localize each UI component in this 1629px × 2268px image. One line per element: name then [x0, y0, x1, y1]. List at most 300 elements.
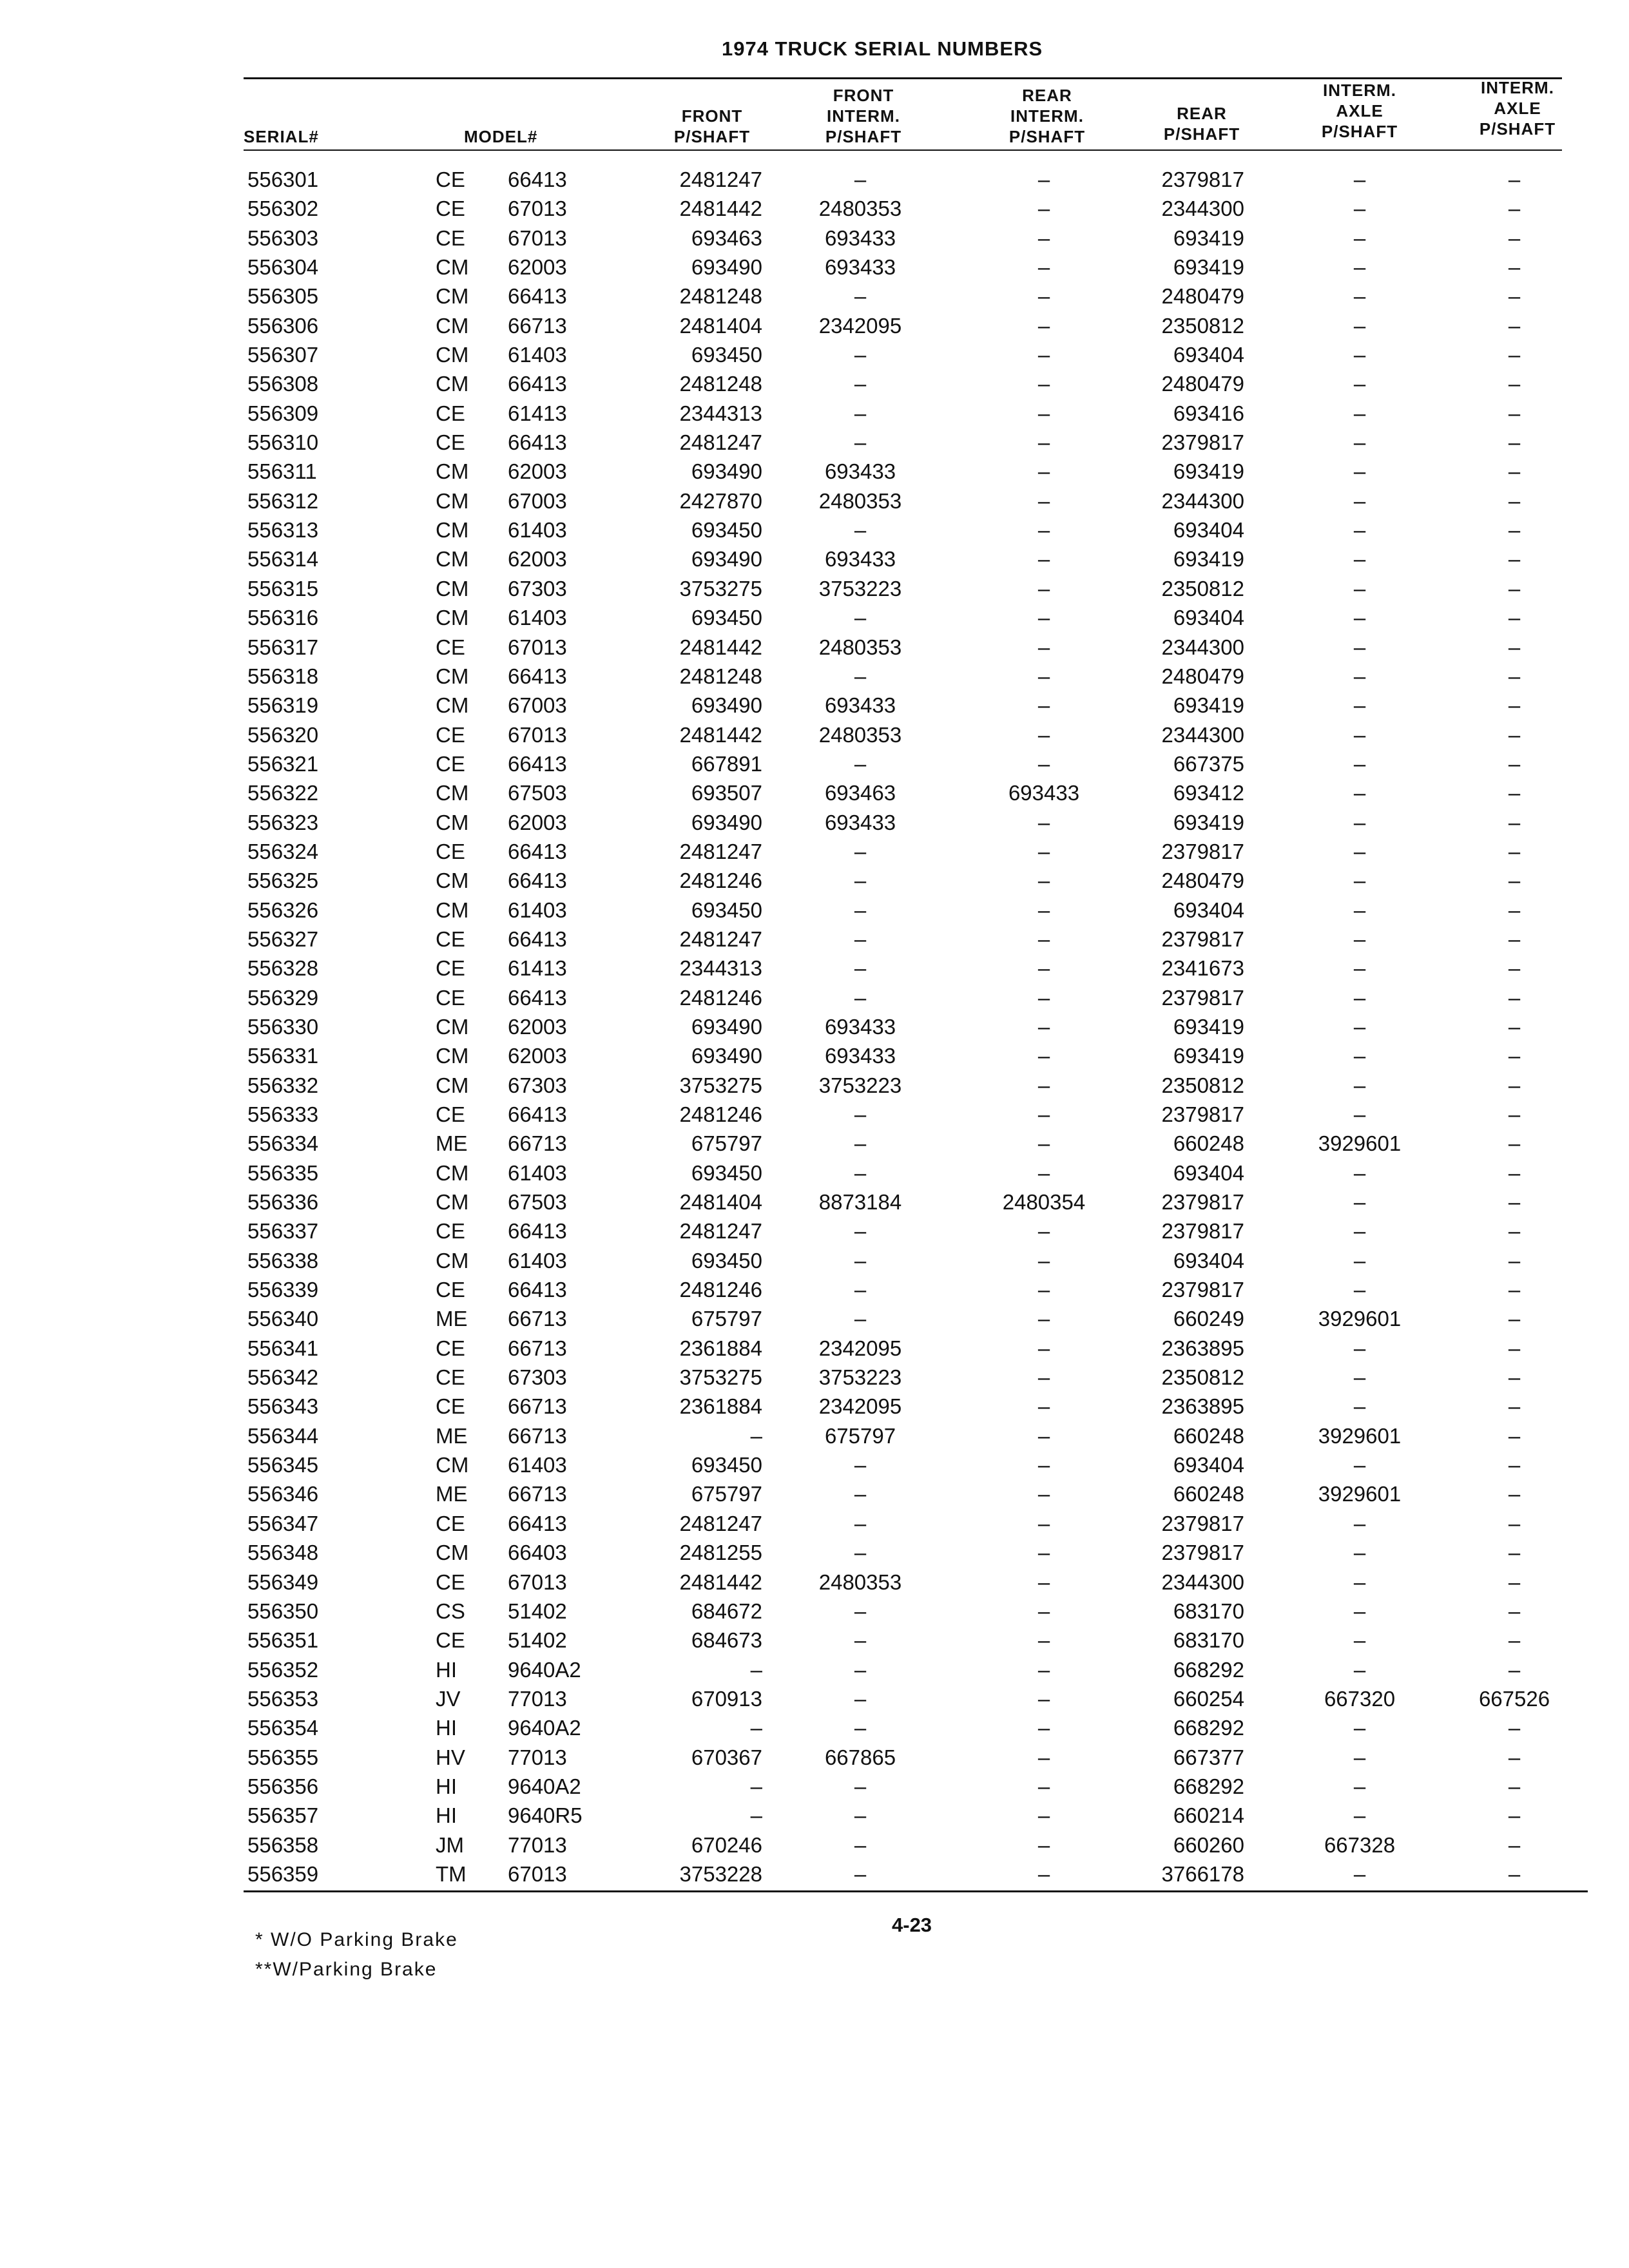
front-pshaft-cell: 675797: [691, 1307, 762, 1331]
front-pshaft-cell: 693507: [691, 781, 762, 805]
rear-interm-pshaft-cell: –: [1037, 1686, 1050, 1711]
rear-pshaft-cell: 693419: [1173, 810, 1244, 834]
rear-interm-pshaft-cell: –: [1037, 1628, 1050, 1653]
table-row: [0, 486, 1629, 515]
rear-interm-pshaft-cell: –: [1037, 693, 1050, 718]
rear-pshaft-cell: 693404: [1173, 518, 1244, 543]
model-prefix-cell: HI: [436, 1774, 457, 1798]
interm-axle2-pshaft-cell: –: [1508, 1190, 1521, 1215]
table-row: [0, 1801, 1629, 1830]
model-number-cell: 66413: [508, 985, 567, 1010]
top-rule: [244, 77, 1562, 79]
model-prefix-cell: CE: [436, 1365, 465, 1390]
interm-axle-pshaft-cell: 3929601: [1318, 1131, 1402, 1156]
header-model-label: MODEL#: [464, 127, 538, 146]
front-pshaft-cell: 2481247: [679, 1511, 762, 1535]
serial-number-cell: 556339: [247, 1278, 319, 1302]
interm-axle-pshaft-cell: –: [1353, 956, 1366, 981]
model-prefix-cell: CE: [436, 197, 465, 221]
rear-interm-pshaft-cell: –: [1037, 1014, 1050, 1039]
interm-axle-pshaft-cell: –: [1353, 1248, 1366, 1273]
front-pshaft-cell: 693450: [691, 343, 762, 367]
model-number-cell: 61403: [508, 518, 567, 543]
interm-axle2-pshaft-cell: –: [1508, 1073, 1521, 1097]
model-prefix-cell: JM: [436, 1832, 464, 1857]
table-row: [0, 1246, 1629, 1275]
model-prefix-cell: CE: [436, 1336, 465, 1360]
rear-pshaft-cell: 660254: [1173, 1686, 1244, 1711]
rear-interm-pshaft-cell: –: [1037, 1861, 1050, 1886]
rear-interm-pshaft-cell: –: [1037, 255, 1050, 280]
interm-axle-pshaft-cell: 3929601: [1318, 1423, 1402, 1448]
serial-number-cell: 556303: [247, 226, 319, 250]
table-row: [0, 544, 1629, 573]
front-pshaft-cell: 3753228: [679, 1861, 762, 1886]
serial-number-cell: 556335: [247, 1160, 319, 1185]
interm-axle2-pshaft-cell: –: [1508, 1336, 1521, 1360]
model-number-cell: 66413: [508, 869, 567, 893]
table-row: [0, 282, 1629, 311]
interm-axle2-pshaft-cell: –: [1508, 810, 1521, 834]
front-interm-pshaft-cell: 693433: [824, 693, 896, 718]
model-prefix-cell: CM: [436, 1190, 469, 1215]
front-interm-pshaft-cell: –: [854, 1599, 867, 1623]
interm-axle2-pshaft-cell: –: [1508, 1774, 1521, 1798]
model-prefix-cell: HI: [436, 1716, 457, 1740]
front-interm-pshaft-cell: 2342095: [818, 313, 902, 338]
table-row: [0, 720, 1629, 749]
interm-axle2-pshaft-cell: –: [1508, 781, 1521, 805]
interm-axle2-pshaft-cell: –: [1508, 518, 1521, 543]
front-pshaft-cell: 2481246: [679, 1102, 762, 1126]
model-prefix-cell: HI: [436, 1803, 457, 1828]
model-prefix-cell: CM: [436, 810, 469, 834]
interm-axle-pshaft-cell: –: [1353, 1073, 1366, 1097]
interm-axle2-pshaft-cell: –: [1508, 1365, 1521, 1390]
model-prefix-cell: TM: [436, 1861, 467, 1886]
interm-axle-pshaft-cell: –: [1353, 664, 1366, 688]
rear-interm-pshaft-cell: –: [1037, 343, 1050, 367]
rear-interm-pshaft-cell: –: [1037, 1248, 1050, 1273]
model-prefix-cell: CM: [436, 781, 469, 805]
rear-pshaft-cell: 668292: [1173, 1657, 1244, 1682]
model-prefix-cell: HI: [436, 1657, 457, 1682]
front-pshaft-cell: 693490: [691, 1044, 762, 1068]
interm-axle-pshaft-cell: –: [1353, 401, 1366, 425]
serial-number-cell: 556311: [247, 459, 317, 484]
rear-interm-pshaft-cell: –: [1037, 168, 1050, 191]
model-prefix-cell: CM: [436, 343, 469, 367]
front-pshaft-cell: 693490: [691, 693, 762, 718]
rear-interm-pshaft-cell: –: [1037, 1365, 1050, 1390]
interm-axle-pshaft-cell: –: [1353, 1657, 1366, 1682]
model-prefix-cell: CE: [436, 430, 465, 455]
interm-axle2-pshaft-cell: –: [1508, 168, 1521, 191]
table-row: [0, 457, 1629, 486]
rear-pshaft-cell: 667377: [1173, 1745, 1244, 1769]
front-interm-pshaft-cell: –: [854, 751, 867, 776]
front-interm-pshaft-cell: 693433: [824, 810, 896, 834]
serial-number-cell: 556324: [247, 839, 319, 863]
rear-interm-pshaft-cell: –: [1037, 226, 1050, 250]
model-prefix-cell: JV: [436, 1686, 461, 1711]
model-prefix-cell: CM: [436, 313, 469, 338]
front-interm-pshaft-cell: 667865: [824, 1745, 896, 1769]
table-row: [0, 1304, 1629, 1333]
model-prefix-cell: CM: [436, 372, 469, 396]
rear-pshaft-cell: 660249: [1173, 1307, 1244, 1331]
serial-number-cell: 556352: [247, 1657, 319, 1682]
front-interm-pshaft-cell: –: [854, 839, 867, 863]
table-row: [0, 1479, 1629, 1508]
interm-axle-pshaft-cell: –: [1353, 1599, 1366, 1623]
rear-interm-pshaft-cell: –: [1037, 488, 1050, 513]
interm-axle-pshaft-cell: –: [1353, 518, 1366, 543]
serial-number-cell: 556332: [247, 1073, 319, 1097]
interm-axle-pshaft-cell: –: [1353, 1511, 1366, 1535]
model-number-cell: 62003: [508, 459, 567, 484]
rear-pshaft-cell: 2350812: [1161, 576, 1244, 601]
serial-number-cell: 556315: [247, 576, 319, 601]
rear-pshaft-cell: 2379817: [1161, 1219, 1244, 1244]
header-front-line1: FRONT: [681, 106, 743, 126]
header-interm-axle-line3: P/SHAFT: [1321, 122, 1398, 141]
front-interm-pshaft-cell: 693433: [824, 255, 896, 280]
serial-number-cell: 556310: [247, 430, 319, 455]
interm-axle2-pshaft-cell: –: [1508, 1160, 1521, 1185]
front-interm-pshaft-cell: –: [854, 1131, 867, 1156]
rear-interm-pshaft-cell: –: [1037, 927, 1050, 951]
interm-axle2-pshaft-cell: –: [1508, 1511, 1521, 1535]
rear-interm-pshaft-cell: –: [1037, 372, 1050, 396]
rear-interm-pshaft-cell: –: [1037, 1219, 1050, 1244]
model-prefix-cell: CE: [436, 956, 465, 981]
rear-pshaft-cell: 2480479: [1161, 664, 1244, 688]
header-front-pshaft: [651, 106, 773, 147]
rear-pshaft-cell: 2350812: [1161, 1365, 1244, 1390]
rear-pshaft-cell: 2480479: [1161, 284, 1244, 309]
rear-pshaft-cell: 2363895: [1161, 1394, 1244, 1419]
rear-pshaft-cell: 668292: [1173, 1716, 1244, 1740]
front-pshaft-cell: 2481442: [679, 197, 762, 221]
table-row: [0, 808, 1629, 837]
model-prefix-cell: CE: [436, 722, 465, 747]
rear-pshaft-cell: 2480479: [1161, 372, 1244, 396]
model-number-cell: 77013: [508, 1832, 567, 1857]
model-prefix-cell: CE: [436, 401, 465, 425]
model-number-cell: 66413: [508, 284, 567, 309]
serial-number-cell: 556350: [247, 1599, 319, 1623]
table-row: [0, 1129, 1629, 1158]
serial-number-cell: 556320: [247, 722, 319, 747]
rear-pshaft-cell: 2350812: [1161, 313, 1244, 338]
rear-pshaft-cell: 2379817: [1161, 1102, 1244, 1126]
front-interm-pshaft-cell: 693463: [824, 781, 896, 805]
interm-axle2-pshaft-cell: –: [1508, 1803, 1521, 1828]
rear-pshaft-cell: 693404: [1173, 1453, 1244, 1477]
front-pshaft-cell: 693490: [691, 255, 762, 280]
front-pshaft-cell: 684673: [691, 1628, 762, 1653]
interm-axle-pshaft-cell: –: [1353, 547, 1366, 572]
rear-pshaft-cell: 3766178: [1161, 1861, 1244, 1886]
table-row: [0, 1626, 1629, 1655]
serial-table-body: [0, 165, 1629, 1888]
front-pshaft-cell: 2481247: [679, 430, 762, 455]
model-prefix-cell: CM: [436, 1541, 469, 1565]
interm-axle2-pshaft-cell: –: [1508, 576, 1521, 601]
front-interm-pshaft-cell: –: [854, 1657, 867, 1682]
front-pshaft-cell: 2344313: [679, 956, 762, 981]
front-pshaft-cell: 2427870: [679, 488, 762, 513]
interm-axle-pshaft-cell: 3929601: [1318, 1307, 1402, 1331]
front-pshaft-cell: 2481246: [679, 1278, 762, 1302]
rear-interm-pshaft-cell: –: [1037, 576, 1050, 601]
interm-axle2-pshaft-cell: –: [1508, 459, 1521, 484]
rear-pshaft-cell: 693419: [1173, 459, 1244, 484]
rear-interm-pshaft-cell: –: [1037, 1570, 1050, 1594]
model-prefix-cell: CM: [436, 284, 469, 309]
model-number-cell: 67013: [508, 1570, 567, 1594]
front-interm-pshaft-cell: –: [854, 1716, 867, 1740]
table-row: [0, 340, 1629, 369]
header-rear-interm-line3: P/SHAFT: [1008, 127, 1086, 146]
serial-number-cell: 556331: [247, 1044, 319, 1068]
header-interm-axle-line2: AXLE: [1336, 101, 1383, 120]
front-interm-pshaft-cell: –: [854, 1248, 867, 1273]
serial-number-cell: 556309: [247, 401, 319, 425]
front-pshaft-cell: 693450: [691, 518, 762, 543]
model-prefix-cell: CE: [436, 1394, 465, 1419]
rear-interm-pshaft-cell: –: [1037, 606, 1050, 630]
front-interm-pshaft-cell: –: [854, 1628, 867, 1653]
interm-axle-pshaft-cell: –: [1353, 1190, 1366, 1215]
interm-axle2-pshaft-cell: –: [1508, 1861, 1521, 1886]
front-pshaft-cell: 693450: [691, 1248, 762, 1273]
header-interm-axle-pshaft: [1289, 80, 1431, 142]
model-prefix-cell: CE: [436, 1278, 465, 1302]
interm-axle-pshaft-cell: –: [1353, 372, 1366, 396]
model-prefix-cell: CM: [436, 1073, 469, 1097]
rear-pshaft-cell: 2344300: [1161, 197, 1244, 221]
model-number-cell: 66413: [508, 372, 567, 396]
model-number-cell: 67013: [508, 226, 567, 250]
table-row: [0, 1158, 1629, 1187]
rear-interm-pshaft-cell: –: [1037, 1044, 1050, 1068]
model-number-cell: 67013: [508, 722, 567, 747]
interm-axle2-pshaft-cell: –: [1508, 1394, 1521, 1419]
rear-interm-pshaft-cell: –: [1037, 1482, 1050, 1506]
serial-number-cell: 556356: [247, 1774, 319, 1798]
table-row: [0, 1597, 1629, 1626]
serial-number-cell: 556338: [247, 1248, 319, 1273]
rear-pshaft-cell: 2379817: [1161, 839, 1244, 863]
table-row: [0, 1772, 1629, 1801]
serial-number-cell: 556349: [247, 1570, 319, 1594]
front-pshaft-cell: 675797: [691, 1482, 762, 1506]
front-interm-pshaft-cell: –: [854, 606, 867, 630]
rear-pshaft-cell: 683170: [1173, 1599, 1244, 1623]
front-interm-pshaft-cell: –: [854, 343, 867, 367]
model-number-cell: 51402: [508, 1599, 567, 1623]
interm-axle-pshaft-cell: –: [1353, 722, 1366, 747]
rear-pshaft-cell: 693404: [1173, 1160, 1244, 1185]
model-number-cell: 61403: [508, 1248, 567, 1273]
interm-axle2-pshaft-cell: –: [1508, 313, 1521, 338]
interm-axle2-pshaft-cell: –: [1508, 547, 1521, 572]
rear-pshaft-cell: 2379817: [1161, 1190, 1244, 1215]
rear-pshaft-cell: 2379817: [1161, 1541, 1244, 1565]
model-number-cell: 66413: [508, 927, 567, 951]
table-row: [0, 1655, 1629, 1684]
front-interm-pshaft-cell: –: [854, 1278, 867, 1302]
front-pshaft-cell: 2481246: [679, 869, 762, 893]
model-number-cell: 66413: [508, 430, 567, 455]
front-pshaft-cell: 670913: [691, 1686, 762, 1711]
serial-number-cell: 556306: [247, 313, 319, 338]
front-pshaft-cell: 684672: [691, 1599, 762, 1623]
front-interm-pshaft-cell: –: [854, 1832, 867, 1857]
model-number-cell: 66713: [508, 1482, 567, 1506]
rear-pshaft-cell: 2344300: [1161, 722, 1244, 747]
interm-axle-pshaft-cell: –: [1353, 1774, 1366, 1798]
front-interm-pshaft-cell: 2342095: [818, 1394, 902, 1419]
serial-number-cell: 556304: [247, 255, 319, 280]
model-number-cell: 66713: [508, 1307, 567, 1331]
rear-interm-pshaft-cell: –: [1037, 1511, 1050, 1535]
model-number-cell: 62003: [508, 810, 567, 834]
header-rear-pshaft: [1141, 103, 1263, 144]
front-interm-pshaft-cell: –: [854, 1774, 867, 1798]
serial-number-cell: 556307: [247, 343, 319, 367]
serial-number-cell: 556359: [247, 1861, 319, 1886]
rear-pshaft-cell: 2379817: [1161, 1278, 1244, 1302]
front-pshaft-cell: 2344313: [679, 401, 762, 425]
rear-interm-pshaft-cell: –: [1037, 1541, 1050, 1565]
interm-axle2-pshaft-cell: –: [1508, 197, 1521, 221]
footnote-1: * W/O Parking Brake: [255, 1929, 458, 1950]
interm-axle-pshaft-cell: –: [1353, 576, 1366, 601]
front-interm-pshaft-cell: –: [854, 1686, 867, 1711]
model-prefix-cell: ME: [436, 1131, 468, 1156]
model-number-cell: 66713: [508, 1423, 567, 1448]
rear-interm-pshaft-cell: 2480354: [1002, 1190, 1086, 1215]
interm-axle2-pshaft-cell: –: [1508, 343, 1521, 367]
model-number-cell: 67503: [508, 1190, 567, 1215]
model-prefix-cell: CM: [436, 255, 469, 280]
model-number-cell: 66413: [508, 664, 567, 688]
model-prefix-cell: CM: [436, 664, 469, 688]
header-front-line2: P/SHAFT: [673, 127, 751, 146]
interm-axle-pshaft-cell: –: [1353, 488, 1366, 513]
model-number-cell: 67003: [508, 693, 567, 718]
model-number-cell: 61413: [508, 401, 567, 425]
model-number-cell: 61403: [508, 898, 567, 922]
interm-axle2-pshaft-cell: –: [1508, 1131, 1521, 1156]
front-interm-pshaft-cell: –: [854, 518, 867, 543]
interm-axle-pshaft-cell: –: [1353, 1219, 1366, 1244]
serial-number-cell: 556328: [247, 956, 319, 981]
rear-pshaft-cell: 2344300: [1161, 635, 1244, 659]
table-row: [0, 1713, 1629, 1742]
interm-axle-pshaft-cell: 3929601: [1318, 1482, 1402, 1506]
rear-pshaft-cell: 2379817: [1161, 985, 1244, 1010]
interm-axle2-pshaft-cell: –: [1508, 401, 1521, 425]
rear-interm-pshaft-cell: –: [1037, 956, 1050, 981]
serial-number-cell: 556321: [247, 751, 319, 776]
table-row: [0, 603, 1629, 632]
front-interm-pshaft-cell: 693433: [824, 547, 896, 572]
interm-axle2-pshaft-cell: –: [1508, 664, 1521, 688]
front-pshaft-cell: 2481248: [679, 284, 762, 309]
front-pshaft-cell: 2481247: [679, 927, 762, 951]
front-interm-pshaft-cell: 8873184: [818, 1190, 902, 1215]
front-interm-pshaft-cell: –: [854, 1803, 867, 1828]
front-pshaft-cell: 2481247: [679, 168, 762, 191]
interm-axle-pshaft-cell: –: [1353, 869, 1366, 893]
front-pshaft-cell: 675797: [691, 1131, 762, 1156]
interm-axle-pshaft-cell: –: [1353, 430, 1366, 455]
header-front-interm-pshaft: [802, 85, 925, 147]
interm-axle2-pshaft-cell: –: [1508, 284, 1521, 309]
interm-axle2-pshaft-cell: –: [1508, 635, 1521, 659]
interm-axle2-pshaft-cell: –: [1508, 1453, 1521, 1477]
model-prefix-cell: CM: [436, 606, 469, 630]
rear-pshaft-cell: 693419: [1173, 693, 1244, 718]
rear-interm-pshaft-cell: –: [1037, 1073, 1050, 1097]
front-interm-pshaft-cell: 3753223: [818, 576, 902, 601]
rear-interm-pshaft-cell: –: [1037, 518, 1050, 543]
interm-axle-pshaft-cell: –: [1353, 284, 1366, 309]
interm-axle2-pshaft-cell: –: [1508, 751, 1521, 776]
rear-interm-pshaft-cell: –: [1037, 1599, 1050, 1623]
serial-number-cell: 556301: [247, 168, 319, 191]
serial-number-cell: 556353: [247, 1686, 319, 1711]
serial-number-cell: 556317: [247, 635, 319, 659]
serial-number-cell: 556330: [247, 1014, 319, 1039]
front-interm-pshaft-cell: 3753223: [818, 1365, 902, 1390]
rear-interm-pshaft-cell: –: [1037, 401, 1050, 425]
rear-interm-pshaft-cell: –: [1037, 751, 1050, 776]
rear-interm-pshaft-cell: –: [1037, 664, 1050, 688]
table-row: [0, 1831, 1629, 1860]
front-interm-pshaft-cell: 2480353: [818, 635, 902, 659]
interm-axle2-pshaft-cell: –: [1508, 1541, 1521, 1565]
model-prefix-cell: CE: [436, 1102, 465, 1126]
model-number-cell: 62003: [508, 1014, 567, 1039]
interm-axle-pshaft-cell: –: [1353, 839, 1366, 863]
table-row: [0, 1012, 1629, 1041]
interm-axle-pshaft-cell: –: [1353, 693, 1366, 718]
serial-number-cell: 556336: [247, 1190, 319, 1215]
rear-pshaft-cell: 693419: [1173, 1044, 1244, 1068]
model-number-cell: 61413: [508, 956, 567, 981]
front-pshaft-cell: –: [750, 1774, 762, 1798]
serial-number-cell: 556355: [247, 1745, 319, 1769]
model-number-cell: 66413: [508, 1278, 567, 1302]
table-row: [0, 1509, 1629, 1538]
rear-pshaft-cell: 2344300: [1161, 488, 1244, 513]
serial-number-cell: 556314: [247, 547, 319, 572]
model-number-cell: 66413: [508, 751, 567, 776]
interm-axle2-pshaft-cell: –: [1508, 1599, 1521, 1623]
interm-axle-pshaft-cell: –: [1353, 1160, 1366, 1185]
front-pshaft-cell: 2361884: [679, 1336, 762, 1360]
front-interm-pshaft-cell: –: [854, 1511, 867, 1535]
table-row: [0, 837, 1629, 866]
table-row: [0, 224, 1629, 253]
table-row: [0, 1041, 1629, 1070]
rear-pshaft-cell: 660248: [1173, 1423, 1244, 1448]
